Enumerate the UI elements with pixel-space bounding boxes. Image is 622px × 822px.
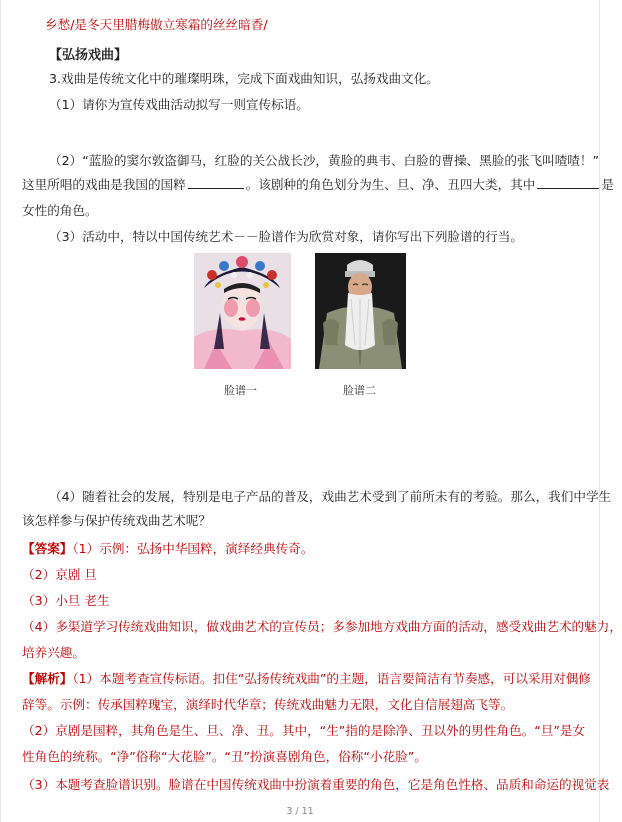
q2-text-c: 是 [601,177,614,192]
answer-2: （2）京剧 旦 [22,567,97,582]
answer-1: （1）示例：弘扬中华国粹，演绎经典传奇。 [72,541,314,556]
q2-text-b: 。该剧种的角色划分为生、旦、净、丑四大类，其中 [245,177,536,192]
question-2-line2 [22,176,614,194]
analysis-3-line1: （3）本题考查脸谱识别。脸谱在中国传统戏曲中扮演着重要的角色，它是角色性格、品质和命运的视觉表 [22,777,610,792]
analysis-2-line2: 性角色的统称。“净”俗称“大花脸”。“丑”扮演喜剧角色，俗称“小花脸”。 [22,749,427,764]
section-title: 【弘扬戏曲】 [49,48,128,63]
question-1: （1）请你为宣传戏曲活动拟写一则宣传标语。 [49,97,309,112]
analysis-1-line1: （1）本题考查宣传标语。扣住“弘扬传统戏曲”的主题，语言要简洁有节奏感，可以采用对偶修 [72,671,591,686]
page-number: 3 / 11 [286,806,314,817]
analysis-line-1 [22,670,591,688]
question-4-line1: （4）随着社会的发展，特别是电子产品的普及，戏曲艺术受到了前所未有的考验。那么，我们中学生 [49,489,612,504]
header-text: 乡愁/是冬天里腊梅傲立寒霜的丝丝暗香/ [45,17,268,32]
caption-image-1: 脸谱一 [224,384,257,397]
answer-blank-1 [188,176,244,189]
question-3: （3）活动中，特以中国传统艺术－－脸谱作为欣赏对象，请你写出下列脸谱的行当。 [49,229,523,244]
question-4-line2: 该怎样参与保护传统戏曲艺术呢？ [22,513,211,528]
q2-text-a: 这里所唱的戏曲是我国的国粹 [22,177,186,192]
question-2-line3: 女性的角色。 [22,203,98,218]
opera-mask-image-2 [315,253,406,369]
answer-4-line1: （4）多渠道学习传统戏曲知识，做戏曲艺术的宣传员；多参加地方戏曲方面的活动，感受戏曲艺术的魅力， [22,619,622,634]
analysis-1-line2: 辞等。示例：传承国粹瑰宝，演绎时代华章；传统戏曲魅力无限，文化自信展翅高飞等。 [22,697,514,712]
question-2-line1: （2）“蓝脸的窦尔敦盗御马，红脸的关公战长沙，黄脸的典韦、白脸的曹操、黑脸的张飞叫喳喳！” [49,153,599,168]
caption-image-2: 脸谱二 [343,384,376,397]
analysis-label: 【解析】 [22,671,73,686]
laosheng-role-figure-icon [315,253,406,369]
q3-intro: 3.戏曲是传统文化中的璀璨明珠，完成下面戏曲知识，弘扬戏曲文化。 [49,71,439,86]
opera-mask-image-1 [194,253,291,369]
answer-3: （3）小旦 老生 [22,593,110,608]
answer-label: 【答案】 [22,541,73,556]
answer-blank-2 [537,176,599,189]
answer-4-line2: 培养兴趣。 [22,645,85,660]
answer-line-1 [22,540,582,558]
dan-role-figure-icon [194,253,291,369]
analysis-2-line1: （2）京剧是国粹，其角色是生、旦、净、丑。其中，“生”指的是除净、丑以外的男性角色。“旦”是女 [22,723,586,738]
